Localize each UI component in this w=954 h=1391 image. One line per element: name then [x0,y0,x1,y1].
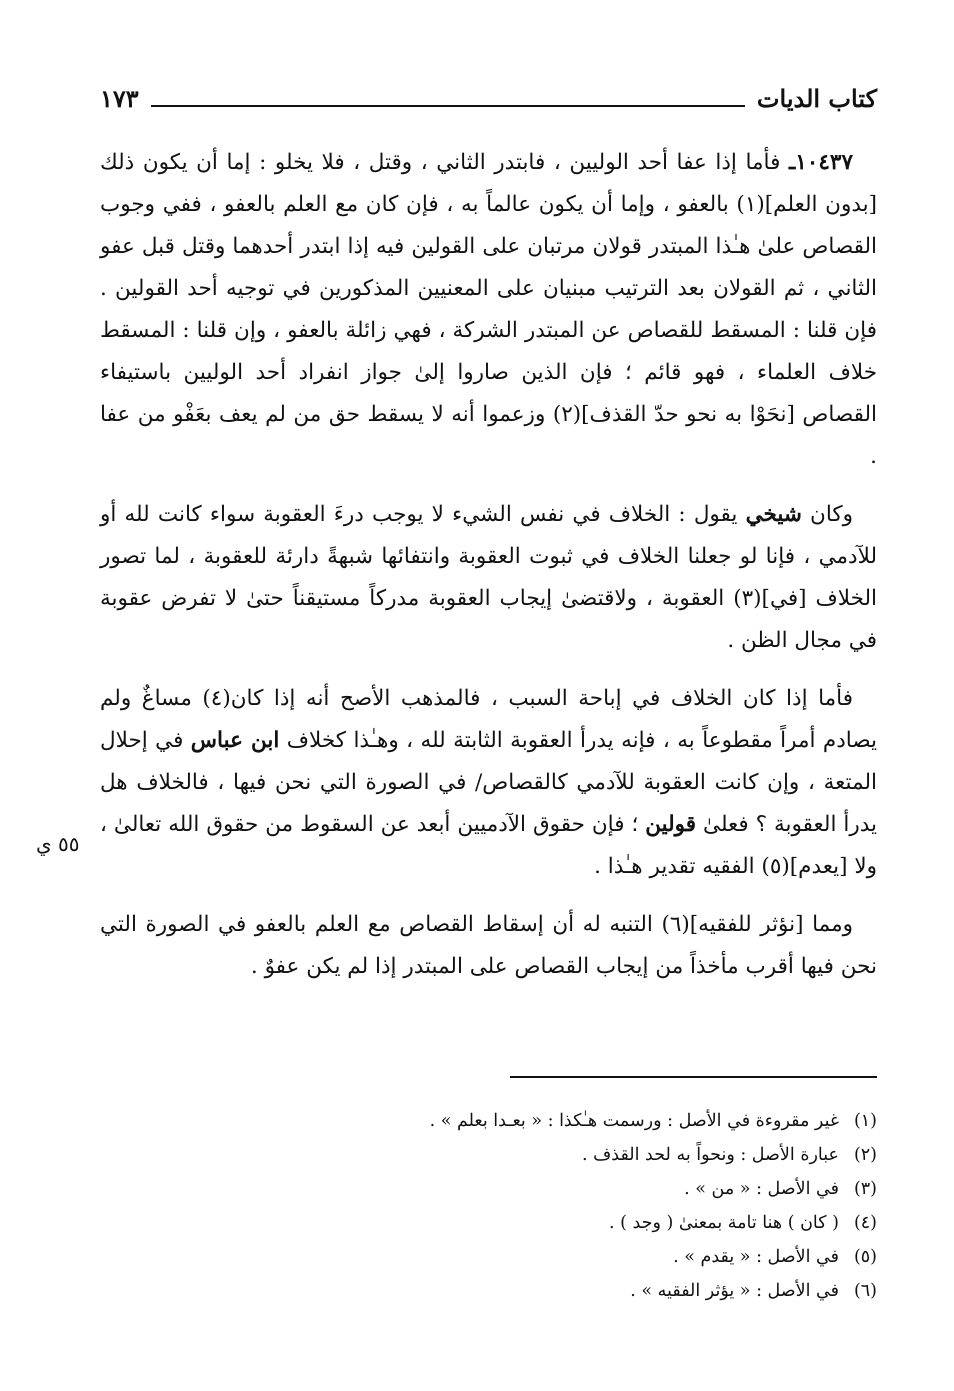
main-text [100,142,877,1004]
footnote-text: في الأصل : « يؤثر الفقيه » . [630,1281,839,1301]
footnote-item [100,1172,877,1206]
chapter-title: كتاب الديات [756,84,877,113]
page-header [100,74,877,114]
page-number: ١٧٣ [100,84,139,113]
manuscript-folio-marker: ٥٥ ي [36,832,80,856]
footnote-item [100,1206,877,1240]
footnote-number: (٦) [853,1281,877,1301]
paragraph-2-bold: شيخي [745,502,802,527]
paragraph-3-after-2: ؛ فإن حقوق الآدميين أبعد عن السقوط من حقوق الله تعالىٰ ، ولا [يعدم](٥) الفقيه تقدير هـٰذا . [100,812,877,879]
footnote-text: عبارة الأصل : ونحواً به لحد القذف . [582,1145,839,1165]
footnote-number: (١) [853,1111,877,1131]
paragraph-2 [100,494,877,662]
paragraph-4-text: ومما [نؤثر للفقيه](٦) التنبه له أن إسقاط القصاص مع العلم بالعفو في الصورة التي نحن فيها أقرب مأخذاً من إيجاب القصاص على المبتدر إذا لم يكن عفوٌ . [100,912,877,979]
footnotes [100,1104,877,1308]
paragraph-3 [100,678,877,888]
paragraph-1-text: فأما إذا عفا أحد الوليين ، فابتدر الثاني ، وقتل ، فلا يخلو : إما أن يكون ذلك [بدون العلم](١) بالعفو ، وإما أن يكون عالماً به ، فإن كان مع العلم بالعفو ، ففي وجوب القصاص علىٰ هـٰذا المبتدر قولان مرتبان على القولين فيه إذا ابتدر أحدهما وقتل قبل عفو الثاني ، ثم القولان بعد الترتيب مبنيان على المعنيين المذكورين في توجيه أحد القولين . فإن قلنا : المسقط للقصاص عن المبتدر الشركة ، فهي زائلة بالعفو ، وإن قلنا : المسقط خلاف العلماء ، فهو قائم ؛ فإن الذين صاروا إلىٰ جواز انفراد أحد الوليين باستيفاء القصاص [نحَوْا به نحو حدّ القذف](٢) وزعموا أنه لا يسقط حق من لم يعف بعَفْو من عفا . [100,150,877,469]
paragraph-3-before: فأما إذا كان الخلاف في إباحة السبب ، فالمذهب الأصح أنه إذا كان(٤) مساغٌ ولم يصادم أمراً مقطوعاً به ، فإنه يدرأ العقوبة الثابتة لله ، وهـٰذا كخلاف [100,686,877,753]
paragraph-2-before: وكان [801,502,853,527]
footnote-item [100,1240,877,1274]
issue-number: ١٠٤٣٧ـ [788,150,853,175]
footnote-text: ( كان ) هنا تامة بمعنىٰ ( وجد ) . [608,1213,839,1233]
paragraph-4 [100,904,877,988]
footnote-item [100,1274,877,1308]
footnote-number: (٤) [853,1213,877,1233]
footnote-number: (٣) [853,1179,877,1199]
paragraph-2-after: يقول : الخلاف في نفس الشيء لا يوجب درءَ العقوبة سواء كانت لله أو للآدمي ، فإنا لو جعلنا الخلاف في ثبوت العقوبة وانتفائها شبهةً دارئة للعقوبة ، لما تصور الخلاف [في](٣) العقوبة ، ولاقتضىٰ إيجاب العقوبة مدركاً مستيقناً حتىٰ لا تفرض عقوبة في مجال الظن . [100,502,877,653]
footnote-item [100,1138,877,1172]
footnote-number: (٢) [853,1145,877,1165]
header-rule [151,105,745,107]
footnote-text: غير مقروءة في الأصل : ورسمت هـٰكذا : « بعـدا بعلم » . [429,1111,839,1131]
paragraph-3-after: في إحلال المتعة ، وإن كانت العقوبة للآدمي كالقصاص/ في الصورة التي نحن فيها ، فالخلاف هل يدرأ العقوبة ؟ فعلىٰ [100,728,878,837]
paragraph-1 [100,142,877,478]
footnote-item [100,1104,877,1138]
footnote-separator [510,1076,877,1078]
footnote-text: في الأصل : « من » . [684,1179,839,1199]
paragraph-3-bold-2: قولين [645,812,697,837]
paragraph-3-bold: ابن عباس [190,728,280,753]
footnote-number: (٥) [853,1247,877,1267]
footnote-text: في الأصل : « يقدم » . [673,1247,839,1267]
